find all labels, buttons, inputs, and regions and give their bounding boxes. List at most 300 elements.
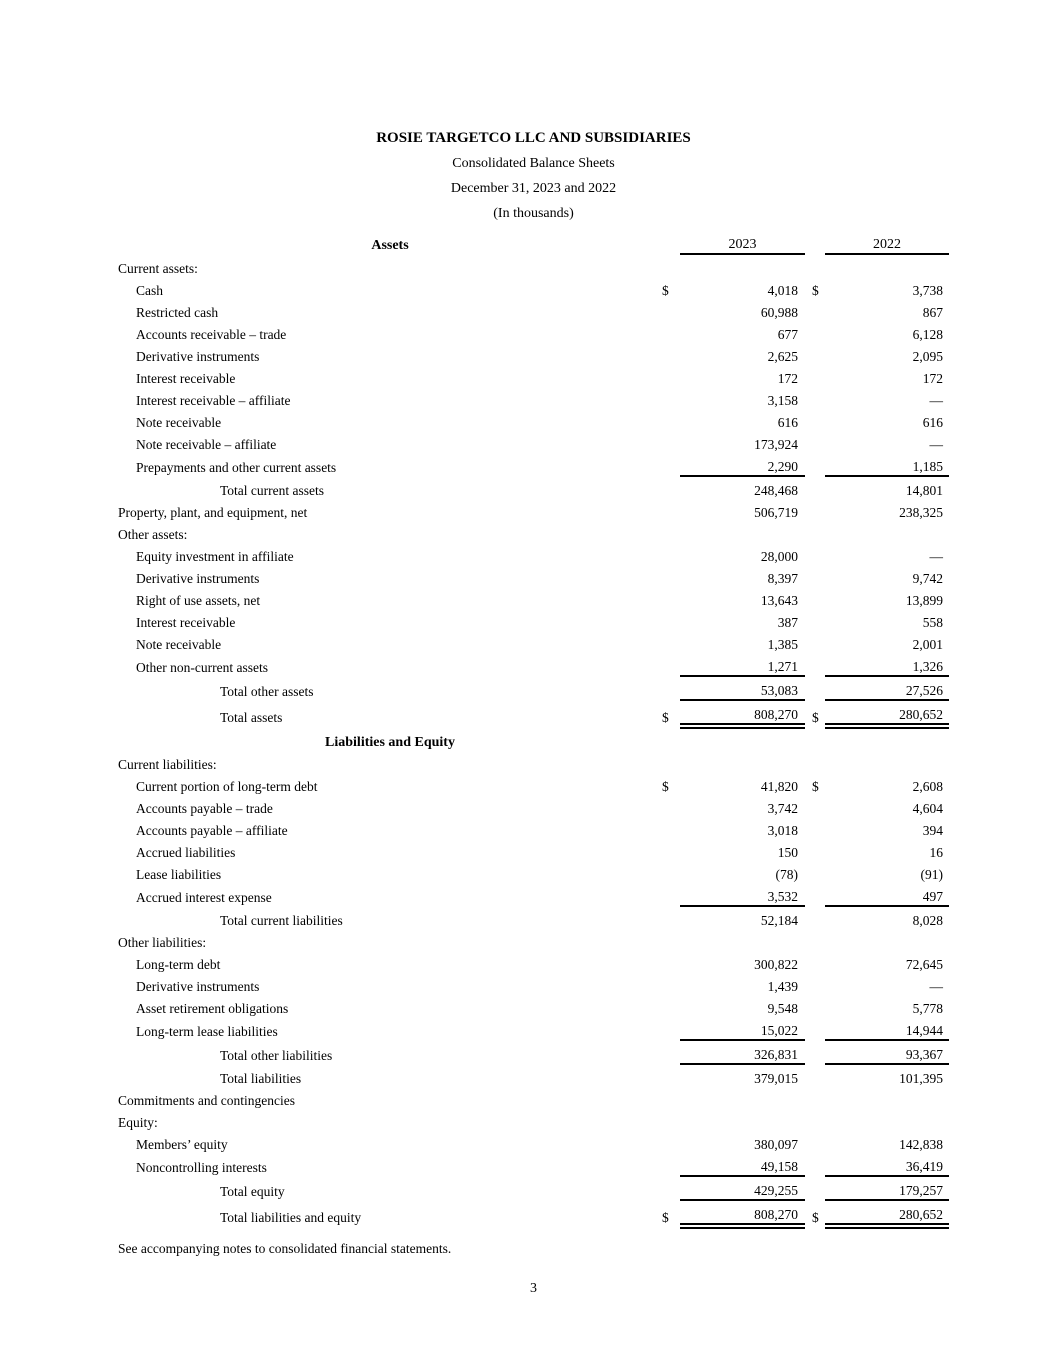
dollar-sign-2023 (662, 565, 680, 587)
value-2023 (680, 726, 805, 751)
footnote: See accompanying notes to consolidated financial statements. (118, 1241, 452, 1256)
row-label: Members’ equity (136, 1137, 228, 1152)
report-title: ROSIE TARGETCO LLC AND SUBSIDIARIES (376, 130, 691, 146)
dollar-sign-2023 (662, 299, 680, 321)
dollar-sign-2023 (662, 1131, 680, 1153)
dollar-sign-2023 (662, 365, 680, 387)
dollar-sign-2023 (662, 839, 680, 861)
row-label: Interest receivable (136, 615, 236, 630)
spacer-cell (805, 521, 812, 543)
spacer-cell (805, 631, 812, 653)
row-label: Derivative instruments (136, 571, 260, 586)
table-row (118, 409, 949, 431)
value-2023: 379,015 (754, 1071, 798, 1086)
spacer-cell (805, 906, 812, 929)
dollar-sign-2023 (662, 1040, 680, 1064)
dollar-sign-2023 (662, 817, 680, 839)
spacer-cell (805, 883, 812, 906)
value-2022: 9,742 (912, 571, 943, 586)
dollar-sign-2022 (812, 929, 825, 951)
spacer-cell (805, 1064, 812, 1087)
table-row (118, 726, 949, 751)
table-row (118, 1017, 949, 1040)
dollar-sign-2023 (662, 883, 680, 906)
dollar-sign-2022: $ (812, 283, 819, 298)
value-2022: 1,326 (825, 653, 949, 676)
value-2022: — (929, 979, 943, 994)
dollar-sign-2022 (812, 254, 825, 277)
dollar-sign-2023 (662, 795, 680, 817)
spacer-cell (805, 1087, 812, 1109)
dollar-sign-2023 (662, 343, 680, 365)
table-row (118, 773, 949, 795)
value-2023: 3,532 (680, 883, 805, 906)
dollar-sign-2022 (812, 476, 825, 499)
dollar-sign-2023 (662, 951, 680, 973)
row-label: Total other assets (220, 684, 314, 699)
value-2022: 14,944 (825, 1017, 949, 1040)
value-2022: (91) (920, 867, 943, 882)
dollar-sign-2023 (662, 653, 680, 676)
spacer-cell (805, 929, 812, 951)
dollar-sign-2023: $ (662, 779, 669, 794)
value-2023: 8,397 (767, 571, 798, 586)
section-heading: Liabilities and Equity (325, 735, 455, 750)
table-row (118, 839, 949, 861)
value-2022: 2,095 (912, 349, 943, 364)
row-label: Accounts payable – trade (136, 801, 273, 816)
dollar-sign-2023 (662, 1109, 680, 1131)
value-2023: (78) (775, 867, 798, 882)
dollar-sign-2022 (812, 817, 825, 839)
dollar-sign-2023 (662, 587, 680, 609)
table-row (118, 1109, 949, 1131)
column-header-2022: 2022 (825, 229, 949, 254)
value-2022 (825, 1109, 949, 1131)
row-label: Current liabilities: (118, 757, 217, 772)
balance-sheet-body (118, 229, 949, 1226)
row-label: Total assets (220, 710, 283, 725)
spacer-cell (805, 431, 812, 453)
row-label: Long-term debt (136, 957, 221, 972)
table-row (118, 453, 949, 476)
row-label: Right of use assets, net (136, 593, 261, 608)
dollar-sign-2022: $ (812, 710, 819, 725)
value-2023: 150 (777, 845, 798, 860)
spacer-cell (805, 1153, 812, 1176)
value-2022 (825, 254, 949, 277)
table-row (118, 1200, 949, 1226)
table-row (118, 229, 949, 254)
table-row (118, 321, 949, 343)
row-label: Total current assets (220, 483, 325, 498)
row-label: Interest receivable (136, 371, 236, 386)
spacer-cell (805, 321, 812, 343)
spacer-cell (805, 726, 812, 751)
row-label: Other assets: (118, 527, 188, 542)
spacer-cell (805, 751, 812, 773)
dollar-sign-2022 (812, 1153, 825, 1176)
dollar-sign-2022 (812, 1017, 825, 1040)
value-2023: 3,158 (767, 393, 798, 408)
value-2023: 808,270 (680, 1200, 805, 1226)
dollar-sign-2023 (662, 861, 680, 883)
dollar-sign-2022 (812, 387, 825, 409)
value-2023: 380,097 (754, 1137, 798, 1152)
table-row (118, 795, 949, 817)
dollar-sign-2023 (662, 1087, 680, 1109)
row-label: Long-term lease liabilities (136, 1024, 278, 1039)
value-2022: 16 (929, 845, 943, 860)
value-2023: 616 (777, 415, 798, 430)
value-2022: 3,738 (912, 283, 943, 298)
dollar-sign-2022 (812, 839, 825, 861)
dollar-sign-2023: $ (662, 710, 669, 725)
dollar-sign-2022 (812, 795, 825, 817)
value-2023: 506,719 (754, 505, 798, 520)
spacer-cell (805, 1109, 812, 1131)
dollar-sign-2022 (812, 431, 825, 453)
table-row (118, 587, 949, 609)
row-label: Total equity (220, 1184, 285, 1199)
value-2022: — (929, 549, 943, 564)
dollar-sign-2022 (812, 1176, 825, 1200)
table-row (118, 631, 949, 653)
dollar-sign-2022 (812, 321, 825, 343)
value-2022: 72,645 (905, 957, 943, 972)
value-2023: 60,988 (760, 305, 798, 320)
dollar-sign-2022 (812, 906, 825, 929)
row-label: Current portion of long-term debt (136, 779, 318, 794)
dollar-sign-2022 (812, 676, 825, 700)
spacer-cell (805, 773, 812, 795)
dollar-sign-2022 (812, 1131, 825, 1153)
value-2023 (680, 1087, 805, 1109)
value-2023: 677 (777, 327, 798, 342)
table-row (118, 1153, 949, 1176)
document-page (118, 0, 949, 1365)
value-2023: 2,625 (767, 349, 798, 364)
dollar-sign-2023: $ (662, 1210, 669, 1225)
value-2023: 15,022 (680, 1017, 805, 1040)
row-label: Total other liabilities (220, 1048, 333, 1063)
dollar-sign-2022 (812, 299, 825, 321)
row-label: Accrued liabilities (136, 845, 236, 860)
value-2022: 101,395 (899, 1071, 943, 1086)
dollar-sign-2022 (812, 973, 825, 995)
dollar-sign-2023 (662, 521, 680, 543)
row-label: Equity: (118, 1115, 158, 1130)
value-2023: 28,000 (760, 549, 798, 564)
table-row (118, 343, 949, 365)
table-row (118, 277, 949, 299)
table-row (118, 1131, 949, 1153)
value-2023: 1,439 (767, 979, 798, 994)
dollar-sign-2023 (662, 995, 680, 1017)
spacer-cell (805, 543, 812, 565)
dollar-sign-2022 (812, 499, 825, 521)
value-2023: 1,271 (680, 653, 805, 676)
table-row (118, 387, 949, 409)
spacer-cell (805, 387, 812, 409)
value-2022: 238,325 (899, 505, 943, 520)
dollar-sign-2022 (812, 1064, 825, 1087)
column-header-2023: 2023 (680, 229, 805, 254)
row-label: Commitments and contingencies (118, 1093, 295, 1108)
value-2023: 172 (777, 371, 798, 386)
report-header (118, 0, 949, 226)
spacer-cell (805, 1017, 812, 1040)
row-label: Total current liabilities (220, 913, 343, 928)
row-label: Interest receivable – affiliate (136, 393, 291, 408)
value-2022: 8,028 (912, 913, 943, 928)
value-2023 (680, 521, 805, 543)
value-2022: 13,899 (905, 593, 943, 608)
spacer-cell (805, 1200, 812, 1226)
value-2022: 394 (922, 823, 943, 838)
report-subtitle-dates: December 31, 2023 and 2022 (450, 181, 617, 196)
dollar-sign-2022 (812, 565, 825, 587)
table-row (118, 299, 949, 321)
table-row (118, 254, 949, 277)
dollar-sign-2023 (662, 409, 680, 431)
spacer-cell (805, 229, 812, 254)
value-2023: 808,270 (680, 700, 805, 726)
dollar-sign-2022 (812, 521, 825, 543)
spacer-cell (805, 973, 812, 995)
page-number: 3 (530, 1281, 537, 1296)
table-row (118, 1064, 949, 1087)
row-label: Derivative instruments (136, 979, 260, 994)
dollar-sign-2022 (812, 751, 825, 773)
spacer-cell (805, 587, 812, 609)
value-2022: 172 (922, 371, 943, 386)
spacer-cell (805, 565, 812, 587)
dollar-sign-2022 (812, 883, 825, 906)
dollar-sign-2023 (662, 1064, 680, 1087)
spacer-cell (805, 839, 812, 861)
row-label: Note receivable – affiliate (136, 437, 277, 452)
value-2023 (680, 929, 805, 951)
value-2022: 497 (825, 883, 949, 906)
value-2022 (825, 751, 949, 773)
spacer-cell (805, 409, 812, 431)
table-row (118, 1087, 949, 1109)
value-2023: 326,831 (680, 1040, 805, 1064)
row-label: Restricted cash (136, 305, 219, 320)
row-label: Note receivable (136, 637, 222, 652)
value-2023: 3,742 (767, 801, 798, 816)
value-2022: 93,367 (825, 1040, 949, 1064)
spacer-cell (805, 453, 812, 476)
value-2022: 6,128 (912, 327, 943, 342)
spacer-cell (805, 299, 812, 321)
table-row (118, 1176, 949, 1200)
dollar-sign-2023 (662, 476, 680, 499)
dollar-sign-2023 (662, 906, 680, 929)
dollar-sign-2023 (662, 631, 680, 653)
row-label: Derivative instruments (136, 349, 260, 364)
value-2022: 280,652 (825, 700, 949, 726)
dollar-sign-2022 (812, 1040, 825, 1064)
row-label: Current assets: (118, 261, 198, 276)
spacer-cell (805, 277, 812, 299)
value-2022 (825, 726, 949, 751)
table-row (118, 499, 949, 521)
row-label: Property, plant, and equipment, net (118, 505, 308, 520)
value-2023: 3,018 (767, 823, 798, 838)
value-2023: 4,018 (767, 283, 798, 298)
value-2023: 41,820 (760, 779, 798, 794)
dollar-sign-2022 (812, 409, 825, 431)
dollar-sign-2022 (812, 343, 825, 365)
table-row (118, 1040, 949, 1064)
value-2023: 387 (777, 615, 798, 630)
dollar-sign-2023 (662, 387, 680, 409)
spacer-cell (805, 995, 812, 1017)
row-label: Accounts payable – affiliate (136, 823, 288, 838)
value-2022 (825, 521, 949, 543)
value-2023: 300,822 (754, 957, 798, 972)
dollar-sign-2022 (812, 631, 825, 653)
dollar-sign-2023 (662, 1176, 680, 1200)
spacer-cell (805, 1131, 812, 1153)
dollar-sign-2023 (662, 431, 680, 453)
table-row (118, 609, 949, 631)
dollar-sign-2023: $ (662, 283, 669, 298)
value-2023: 13,643 (760, 593, 798, 608)
value-2022: 14,801 (905, 483, 943, 498)
value-2022: 2,608 (912, 779, 943, 794)
spacer-cell (805, 609, 812, 631)
value-2023: 53,083 (680, 676, 805, 700)
table-row (118, 883, 949, 906)
dollar-sign-2022 (812, 365, 825, 387)
dollar-sign-2022 (812, 995, 825, 1017)
spacer-cell (805, 499, 812, 521)
table-row (118, 653, 949, 676)
row-label: Other liabilities: (118, 935, 207, 950)
dollar-sign-2023 (662, 1153, 680, 1176)
dollar-sign-2023 (662, 929, 680, 951)
dollar-sign-2022 (812, 726, 825, 751)
dollar-sign-2023 (662, 321, 680, 343)
report-subtitle-statement: Consolidated Balance Sheets (452, 156, 615, 171)
dollar-sign-2022 (812, 453, 825, 476)
value-2023: 49,158 (680, 1153, 805, 1176)
value-2022: 2,001 (912, 637, 943, 652)
spacer-cell (805, 476, 812, 499)
table-row (118, 995, 949, 1017)
dollar-sign-2022 (812, 861, 825, 883)
dollar-sign-2023 (662, 609, 680, 631)
row-label: Cash (136, 283, 163, 298)
dollar-sign-2023 (662, 751, 680, 773)
value-2022: 5,778 (912, 1001, 943, 1016)
table-row (118, 906, 949, 929)
value-2022: 867 (922, 305, 943, 320)
dollar-sign-2023 (662, 973, 680, 995)
table-row (118, 476, 949, 499)
dollar-sign-2023 (662, 453, 680, 476)
value-2022: 616 (922, 415, 943, 430)
table-row (118, 565, 949, 587)
spacer-cell (805, 700, 812, 726)
dollar-sign-2023 (662, 499, 680, 521)
spacer-cell (805, 676, 812, 700)
row-label: Total liabilities and equity (220, 1210, 362, 1225)
table-row (118, 431, 949, 453)
spacer-cell (805, 951, 812, 973)
row-label: Other non-current assets (136, 660, 268, 675)
dollar-sign-2023 (662, 543, 680, 565)
value-2023 (680, 254, 805, 277)
dollar-sign-2022 (812, 1109, 825, 1131)
row-label: Total liabilities (220, 1071, 302, 1086)
dollar-sign-2022 (812, 543, 825, 565)
value-2022: 142,838 (899, 1137, 943, 1152)
table-row (118, 365, 949, 387)
table-row (118, 700, 949, 726)
value-2022: 179,257 (825, 1176, 949, 1200)
value-2022 (825, 929, 949, 951)
value-2023 (680, 1109, 805, 1131)
value-2023: 2,290 (680, 453, 805, 476)
row-label: Noncontrolling interests (136, 1160, 267, 1175)
dollar-sign-2022 (812, 951, 825, 973)
dollar-sign-2022 (812, 609, 825, 631)
dollar-sign-2022: $ (812, 779, 819, 794)
row-label: Equity investment in affiliate (136, 549, 294, 564)
value-2022: 4,604 (912, 801, 943, 816)
value-2022: — (929, 437, 943, 452)
spacer-cell (805, 653, 812, 676)
spacer-cell (805, 1176, 812, 1200)
spacer-cell (805, 795, 812, 817)
spacer-cell (805, 817, 812, 839)
table-row (118, 951, 949, 973)
section-heading: Assets (371, 238, 409, 253)
value-2022: 280,652 (825, 1200, 949, 1226)
table-row (118, 521, 949, 543)
row-label: Lease liabilities (136, 867, 222, 882)
dollar-sign-2023 (662, 1017, 680, 1040)
dollar-sign-2022 (812, 653, 825, 676)
value-2023 (680, 751, 805, 773)
value-2022 (825, 1087, 949, 1109)
spacer-cell (805, 861, 812, 883)
dollar-sign-2022 (812, 587, 825, 609)
row-label: Accrued interest expense (136, 890, 272, 905)
table-row (118, 751, 949, 773)
dollar-sign-2023 (662, 726, 680, 751)
value-2022: — (929, 393, 943, 408)
row-label: Note receivable (136, 415, 222, 430)
spacer-cell (805, 1040, 812, 1064)
value-2023: 429,255 (680, 1176, 805, 1200)
balance-sheet-table (118, 229, 949, 1229)
value-2023: 173,924 (754, 437, 798, 452)
value-2023: 248,468 (754, 483, 798, 498)
row-label: Accounts receivable – trade (136, 327, 287, 342)
spacer-cell (805, 365, 812, 387)
value-2022: 1,185 (825, 453, 949, 476)
table-row (118, 929, 949, 951)
spacer-cell (805, 343, 812, 365)
dollar-sign-2023 (662, 676, 680, 700)
dollar-sign-2022 (812, 1087, 825, 1109)
table-row (118, 973, 949, 995)
